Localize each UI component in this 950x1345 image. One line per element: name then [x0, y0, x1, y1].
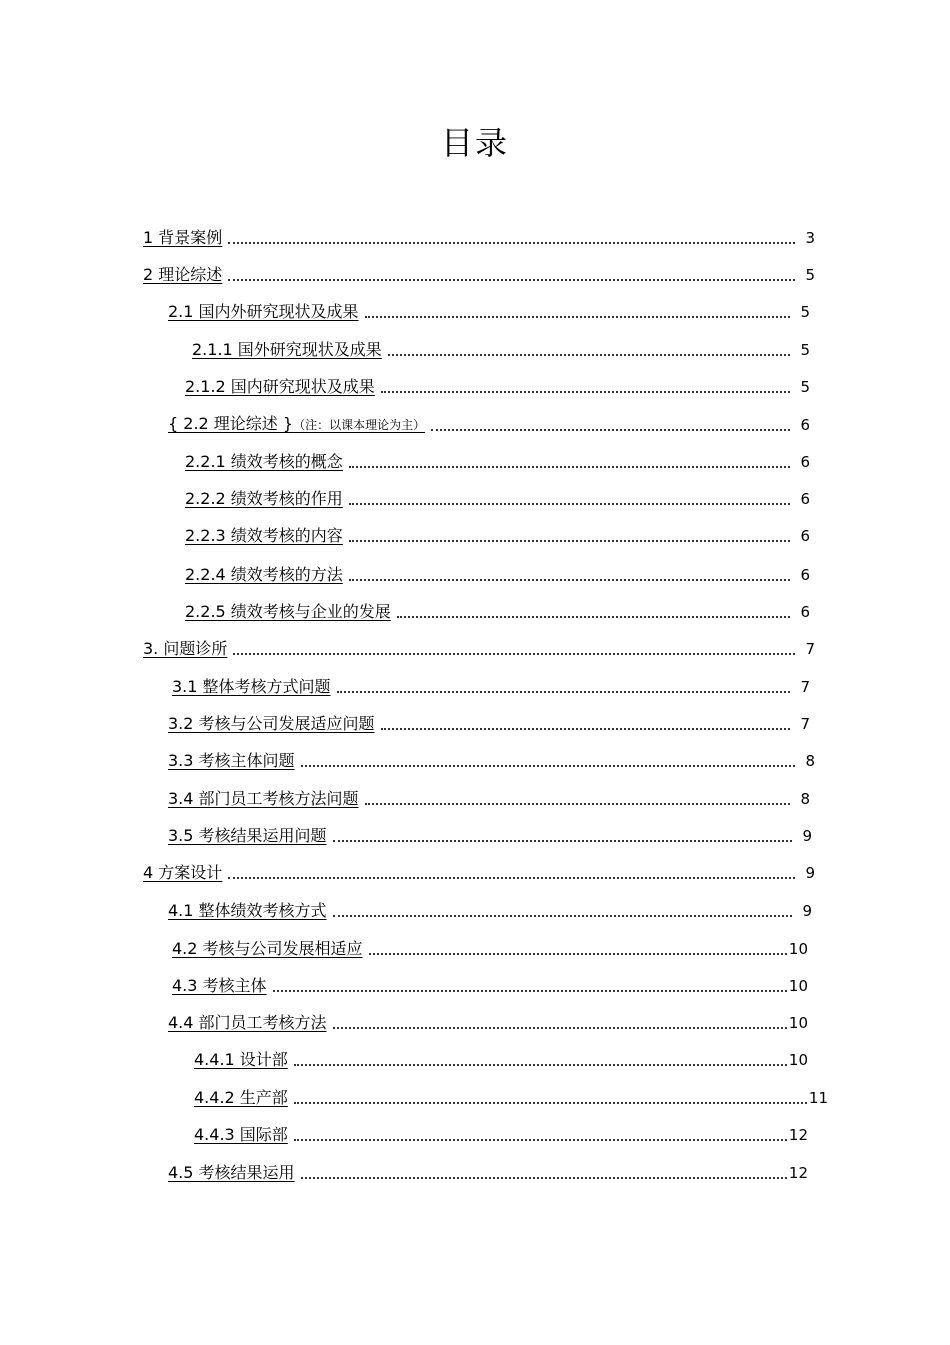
toc-leader-dots [233, 653, 795, 655]
toc-entry-page: 3 [805, 229, 815, 247]
toc-entry-label: 2 理论综述 [143, 265, 223, 284]
toc-entry[interactable] [185, 487, 810, 509]
toc-entry-page: 6 [800, 490, 810, 508]
toc-entry[interactable] [168, 1011, 808, 1033]
toc-leader-dots [294, 1139, 787, 1141]
toc-entry-label: 4.3 考核主体 [172, 976, 267, 995]
toc-entry-page: 10 [788, 977, 808, 995]
toc-leader-dots [365, 316, 790, 318]
toc-entry[interactable] [168, 899, 812, 921]
toc-entry[interactable] [172, 937, 808, 959]
toc-entry[interactable] [168, 413, 810, 435]
toc-entry-label: 2.2.5 绩效考核与企业的发展 [185, 602, 391, 621]
toc-entry-page: 8 [805, 752, 815, 770]
toc-entry-label: 2.1.2 国内研究现状及成果 [185, 377, 375, 396]
toc-entry[interactable] [185, 450, 810, 472]
toc-leader-dots [273, 990, 787, 992]
toc-leader-dots [294, 1102, 807, 1104]
toc-leader-dots [301, 1177, 787, 1179]
toc-entry[interactable] [185, 563, 810, 585]
toc-entry-page: 10 [788, 1051, 808, 1069]
toc-entry-page: 9 [805, 864, 815, 882]
toc-entry-label: 2.2.4 绩效考核的方法 [185, 565, 343, 584]
toc-entry-page: 12 [788, 1164, 808, 1182]
toc-entry-label: 2.2.2 绩效考核的作用 [185, 489, 343, 508]
toc-entry[interactable] [168, 824, 812, 846]
toc-entry-page: 9 [802, 902, 812, 920]
toc-entry[interactable] [194, 1123, 808, 1145]
toc-entry-note: （注：以课本理论为主） [293, 418, 426, 432]
toc-entry[interactable] [168, 749, 815, 771]
toc-entry-page: 7 [805, 640, 815, 658]
toc-entry-label: 3.4 部门员工考核方法问题 [168, 789, 359, 808]
toc-entry[interactable] [185, 524, 810, 546]
toc-entry-label: 3.5 考核结果运用问题 [168, 826, 327, 845]
toc-entry-page: 6 [800, 566, 810, 584]
toc-leader-dots [349, 466, 790, 468]
toc-entry[interactable] [168, 712, 810, 734]
toc-entry-page: 8 [800, 790, 810, 808]
toc-entry-page: 5 [800, 303, 810, 321]
toc-entry-label: 2.2.1 绩效考核的概念 [185, 452, 343, 471]
toc-entry[interactable] [185, 375, 810, 397]
toc-entry[interactable] [143, 263, 815, 285]
toc-leader-dots [397, 616, 790, 618]
toc-entry-label: 4.4 部门员工考核方法 [168, 1013, 327, 1032]
toc-entry-label-text: { 2.2 理论综述 } [168, 414, 294, 433]
toc-entry-page: 11 [808, 1089, 828, 1107]
toc-entry-page: 7 [800, 715, 810, 733]
toc-leader-dots [369, 953, 787, 955]
toc-entry-page: 10 [788, 1014, 808, 1032]
toc-entry[interactable] [172, 675, 810, 697]
toc-leader-dots [228, 877, 795, 879]
toc-entry[interactable] [172, 974, 808, 996]
toc-leader-dots [381, 391, 790, 393]
toc-entry[interactable] [143, 861, 815, 883]
toc-entry-page: 6 [800, 603, 810, 621]
toc-entry-page: 7 [800, 678, 810, 696]
toc-entry-label: 2.2.3 绩效考核的内容 [185, 526, 343, 545]
toc-entry[interactable] [143, 637, 815, 659]
toc-leader-dots [388, 354, 790, 356]
toc-entry-label: 4.4.3 国际部 [194, 1125, 288, 1144]
toc-entry-label: 3.2 考核与公司发展适应问题 [168, 714, 375, 733]
toc-entry-label: 2.1.1 国外研究现状及成果 [192, 340, 382, 359]
toc-leader-dots [333, 840, 792, 842]
toc-leader-dots [333, 915, 792, 917]
toc-entry-page: 9 [802, 827, 812, 845]
toc-leader-dots [294, 1064, 787, 1066]
toc-entry-page: 6 [800, 453, 810, 471]
toc-entry-page: 5 [805, 266, 815, 284]
toc-entry-label: 4.1 整体绩效考核方式 [168, 901, 327, 920]
toc-entry-label: 1 背景案例 [143, 228, 223, 247]
toc-leader-dots [228, 242, 795, 244]
toc-entry[interactable] [194, 1086, 828, 1108]
toc-leader-dots [337, 691, 790, 693]
toc-leader-dots [228, 279, 795, 281]
toc-entry-label: 3.1 整体考核方式问题 [172, 677, 331, 696]
toc-entry[interactable] [168, 300, 810, 322]
toc-leader-dots [349, 540, 790, 542]
toc-entry-label: 4.5 考核结果运用 [168, 1163, 295, 1182]
toc-entry-label: 4.4.2 生产部 [194, 1088, 288, 1107]
toc-entry-page: 12 [788, 1126, 808, 1144]
toc-leader-dots [349, 579, 790, 581]
toc-entry[interactable] [185, 600, 810, 622]
toc-entry[interactable] [168, 787, 810, 809]
toc-entry-label: 4.2 考核与公司发展相适应 [172, 939, 363, 958]
toc-entry[interactable] [192, 338, 810, 360]
toc-entry[interactable] [143, 226, 815, 248]
toc-leader-dots [381, 728, 790, 730]
toc-leader-dots [333, 1027, 787, 1029]
page-title: 目录 [440, 124, 509, 162]
toc-entry[interactable] [168, 1161, 808, 1183]
toc-leader-dots [431, 429, 790, 431]
toc-entry-label: 4.4.1 设计部 [194, 1050, 288, 1069]
toc-leader-dots [349, 503, 790, 505]
toc-entry-label: 3. 问题诊所 [143, 639, 228, 658]
toc-entry[interactable] [194, 1048, 808, 1070]
toc-entry-label: 2.1 国内外研究现状及成果 [168, 302, 359, 321]
toc-entry-page: 6 [800, 416, 810, 434]
toc-entry-label: 3.3 考核主体问题 [168, 751, 295, 770]
toc-entry-page: 5 [800, 378, 810, 396]
toc-entry-label: 4 方案设计 [143, 863, 223, 882]
toc-leader-dots [365, 803, 790, 805]
toc-entry-label [168, 414, 431, 435]
toc-entry-page: 6 [800, 527, 810, 545]
toc-entry-page: 10 [788, 940, 808, 958]
toc-entry-page: 5 [800, 341, 810, 359]
toc-leader-dots [301, 765, 795, 767]
